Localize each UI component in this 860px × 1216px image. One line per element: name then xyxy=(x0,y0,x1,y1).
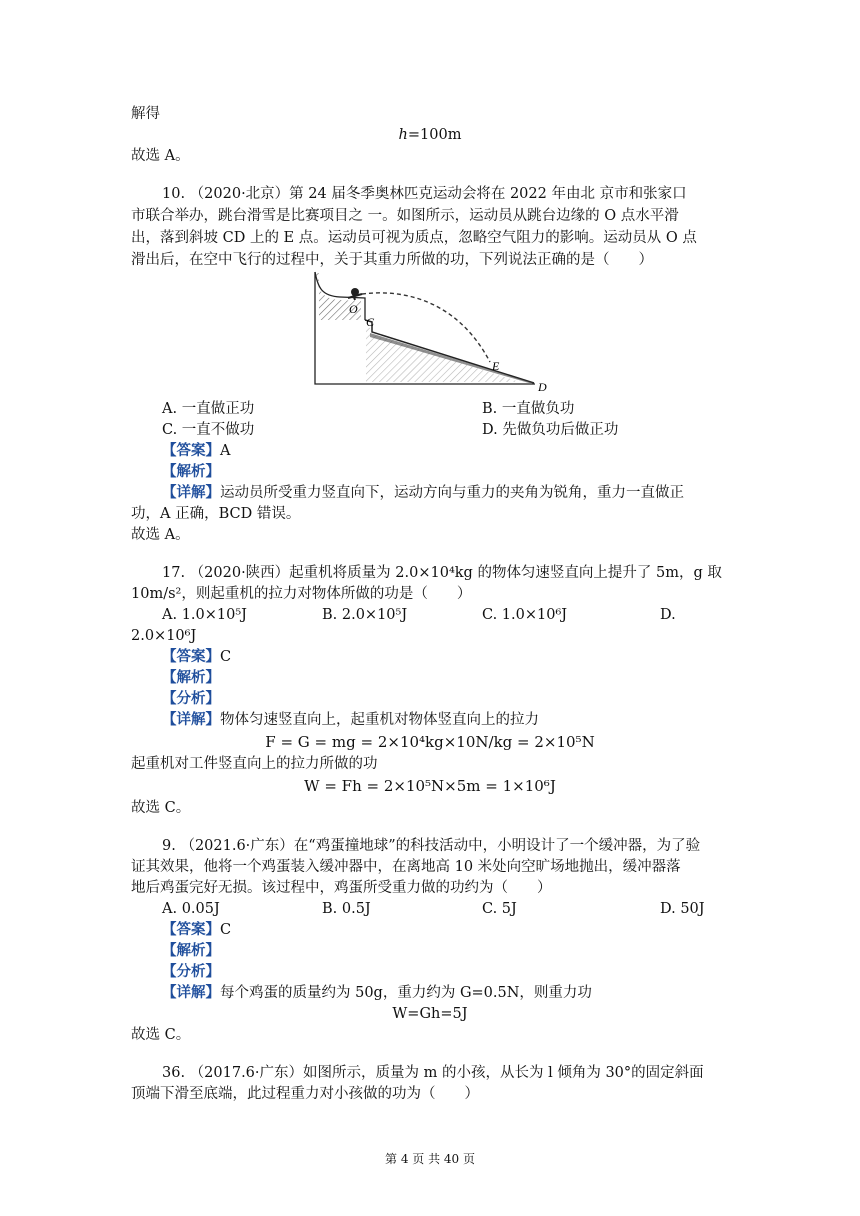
detail-tag: 【详解】 xyxy=(162,711,220,728)
option-b: B. 一直做负功 xyxy=(482,401,575,417)
option-c: C. 一直不做功 xyxy=(162,422,255,438)
option-d: D. xyxy=(660,607,676,623)
text-line: 故选 C。 xyxy=(131,800,191,816)
question-10-line: 10. （2020·北京）第 24 届冬季奥林匹克运动会将在 2022 年由北 京市和张家口 xyxy=(162,186,687,202)
equation-h: h=100m xyxy=(398,127,462,143)
detail-text: 运动员所受重力竖直向下，运动方向与重力的夹角为锐角，重力一直做正 xyxy=(220,485,684,501)
analysis-line xyxy=(162,462,220,482)
text-line: 故选 C。 xyxy=(131,1027,191,1043)
option-d-value: 2.0×10⁶J xyxy=(131,628,197,644)
answer-tag: 【答案】 xyxy=(162,648,220,665)
label-E: E xyxy=(492,359,500,373)
option-d: D. 先做负功后做正功 xyxy=(482,422,619,438)
question-10-line: 出，落到斜坡 CD 上的 E 点。运动员可视为质点，忽略空气阻力的影响。运动员从 O 点 xyxy=(131,230,697,246)
answer-line xyxy=(162,647,231,667)
detail-tag: 【详解】 xyxy=(162,484,220,501)
analysis-tag: 【解析】 xyxy=(162,463,220,480)
option-b: B. 2.0×10⁵J xyxy=(322,607,408,623)
detail-tag: 【详解】 xyxy=(162,984,220,1001)
question-9-line: 9. （2021.6·广东）在“鸡蛋撞地球”的科技活动中，小明设计了一个缓冲器，为了验 xyxy=(162,838,701,854)
label-D: D xyxy=(538,380,547,394)
fenxi-line xyxy=(162,689,220,709)
equation-force: F = G = mg = 2×10⁴kg×10N/kg = 2×10⁵N xyxy=(265,733,595,751)
question-10-line: 市联合举办，跳台滑雪是比赛项目之 一。如图所示，运动员从跳台边缘的 O 点水平滑 xyxy=(131,208,679,224)
fenxi-tag: 【分析】 xyxy=(162,690,220,707)
detail-line xyxy=(162,710,539,730)
question-17-line: 17. （2020·陕西）起重机将质量为 2.0×10⁴kg 的物体匀速竖直向上提升了 5m，g 取 xyxy=(162,565,722,581)
option-b: B. 0.5J xyxy=(322,901,371,917)
answer-value: C xyxy=(220,649,232,665)
analysis-line xyxy=(162,941,220,961)
analysis-tag: 【解析】 xyxy=(162,942,220,959)
analysis-line xyxy=(162,668,220,688)
label-C: C xyxy=(366,315,375,329)
answer-value: C xyxy=(220,922,232,938)
question-36-line: 顶端下滑至底端，此过程重力对小孩做的功为（ ） xyxy=(131,1086,479,1102)
question-9-line: 地后鸡蛋完好无损。该过程中，鸡蛋所受重力做的功约为（ ） xyxy=(131,880,552,896)
page-footer: 第 4 页 共 40 页 xyxy=(385,1152,475,1166)
question-9-line: 证其效果，他将一个鸡蛋装入缓冲器中，在离地高 10 米处向空旷场地抛出，缓冲器落 xyxy=(131,859,681,875)
question-17-line: 10m/s²，则起重机的拉力对物体所做的功是（ ） xyxy=(131,586,472,602)
ski-jump-figure xyxy=(300,270,570,395)
answer-tag: 【答案】 xyxy=(162,442,220,459)
text-line: 解得 xyxy=(131,106,160,122)
answer-tag: 【答案】 xyxy=(162,921,220,938)
fenxi-line xyxy=(162,962,220,982)
answer-line xyxy=(162,441,230,461)
answer-line xyxy=(162,920,231,940)
analysis-tag: 【解析】 xyxy=(162,669,220,686)
option-a: A. 一直做正功 xyxy=(162,401,255,417)
question-36-line: 36. （2017.6·广东）如图所示，质量为 m 的小孩，从长为 l 倾角为 30°的固定斜面 xyxy=(162,1065,704,1081)
option-a: A. 1.0×10⁵J xyxy=(162,607,247,623)
label-O: O xyxy=(349,302,358,316)
option-c: C. 5J xyxy=(482,901,517,917)
detail-text: 每个鸡蛋的质量约为 50g，重力约为 G=0.5N，则重力功 xyxy=(220,985,592,1001)
text-line: 起重机对工件竖直向上的拉力所做的功 xyxy=(131,756,378,772)
detail-text: 物体匀速竖直向上，起重机对物体竖直向上的拉力 xyxy=(220,712,539,728)
equation-gravity-work: W=Gh=5J xyxy=(392,1006,468,1022)
text-line: 故选 A。 xyxy=(131,148,190,164)
fenxi-tag: 【分析】 xyxy=(162,963,220,980)
option-a: A. 0.05J xyxy=(162,901,220,917)
option-c: C. 1.0×10⁶J xyxy=(482,607,568,623)
question-10-line: 滑出后，在空中飞行的过程中，关于其重力所做的功，下列说法正确的是（ ） xyxy=(131,252,653,268)
detail-line xyxy=(162,983,592,1003)
detail-line xyxy=(162,483,684,503)
answer-value: A xyxy=(220,443,231,459)
equation-work: W = Fh = 2×10⁵N×5m = 1×10⁶J xyxy=(304,777,556,795)
text-line: 故选 A。 xyxy=(131,527,190,543)
option-d: D. 50J xyxy=(660,901,705,917)
detail-line: 功，A 正确，BCD 错误。 xyxy=(131,506,301,522)
